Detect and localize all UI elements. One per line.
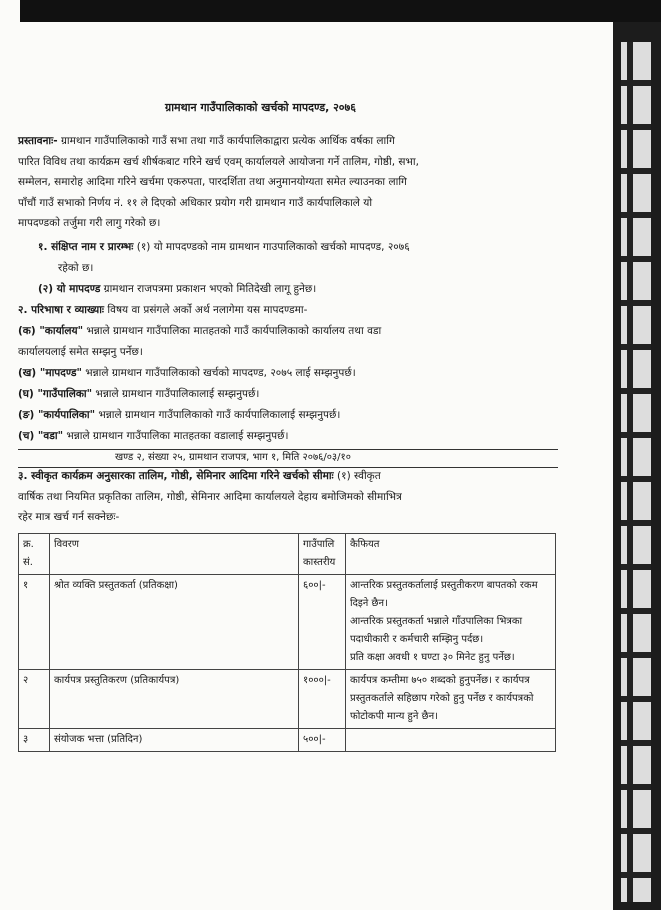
col-header-remarks: कैफियत: [346, 534, 556, 575]
preamble-line: पाँचौं गाउँ सभाको निर्णय नं. ११ ले दिएको अधिकार प्रयोग गरी ग्रामथान गाउँ कार्यपालिकाले यो: [18, 196, 373, 209]
cell-remarks: [346, 729, 556, 752]
scan-border-top: [20, 0, 661, 22]
preamble-line: ग्रामथान गाउँपालिकाको गाउँ सभा तथा गाउँ कार्यपालिकाद्वारा प्रत्येक आर्थिक वर्षका लागि: [57, 135, 395, 147]
section1-sub2-text: ग्रामथान राजपत्रमा प्रकाशन भएको मितिदेखी लागू हुनेछ।: [100, 283, 317, 295]
cell-remarks: [346, 670, 556, 729]
cell-amount: १०००|-: [299, 670, 346, 729]
cell-remarks: [346, 575, 556, 670]
definition-item: [18, 324, 381, 338]
definition-text: भन्नाले ग्रामथान गाउँपालिकाको गाउँ कार्यपालिकालाई सम्झनुपर्छ।: [95, 409, 341, 421]
section2-label: २. परिभाषा र व्याख्याः: [18, 304, 105, 316]
definition-item: [18, 387, 259, 401]
definition-text: भन्नाले ग्रामथान गाउँपालिकालाई सम्झनुपर्छ।: [92, 388, 260, 400]
document-title: ग्रामथान गाउँपालिकाको खर्चको मापदण्ड, २०७६: [165, 101, 356, 114]
remark: कार्यपत्र कम्तीमा ७५० शब्दको हुनुपर्नेछ। र कार्यपत्र प्रस्तुतकर्ताले सहिछाप गरेको हुनु पर्नेछ र कार्यपत्रको फोटोकपी मान्य हुने छैन।: [350, 675, 534, 722]
col-header-description: विवरण: [50, 534, 299, 575]
definition-label: (ङ) "कार्यपालिका": [18, 409, 96, 421]
scan-border-right: [613, 22, 661, 910]
section3-text: रहेर मात्र खर्च गर्न सक्नेछः-: [18, 511, 120, 523]
cell-description: कार्यपत्र प्रस्तुतिकरण (प्रतिकार्यपत्र): [50, 670, 299, 729]
section1-text: (१) यो मापदण्डको नाम ग्रामथान गाउपालिकाको खर्चको मापदण्ड, २०७६: [133, 241, 410, 253]
definition-item: [18, 429, 288, 443]
definition-text: भन्नाले ग्रामथान गाउँपालिका मातहतको गाउँ कार्यपालिकाको कार्यालय तथा वडा: [83, 325, 382, 337]
preamble-line: सम्मेलन, समारोह आदिमा गरिने खर्चमा एकरुपता, पारदर्शिता तथा अनुमानयोग्यता समेत ल्याउनका लागि: [18, 176, 407, 188]
section1-sub2-label: (२) यो मापदण्ड: [38, 283, 101, 295]
definition-item: [18, 366, 356, 380]
table-row: [19, 575, 556, 670]
definition-cont: कार्यालयलाई समेत सम्झनु पर्नेछ।: [18, 346, 143, 358]
preamble-label: प्रस्तावनाः-: [18, 135, 58, 147]
preamble-line: मापदण्डको तर्जुमा गरी लागु गरेको छ।: [18, 217, 161, 229]
remark: आन्तरिक प्रस्तुतकर्तालाई प्रस्तुतीकरण बापतको रकम दिइने छैन।: [350, 580, 538, 609]
remark: आन्तरिक प्रस्तुतकर्ता भन्नाले गाँउपालिका भित्रका पदाधीकारी र कर्मचारी सम्झिनु पर्दछ।: [350, 616, 523, 645]
section3-text: (१) स्वीकृत: [333, 470, 381, 482]
definition-item: [18, 408, 340, 422]
col-header-amount: गाउँपालि कास्तरीय: [299, 534, 346, 575]
section1-line1: [38, 240, 410, 254]
table-row: [19, 670, 556, 729]
cell-description: संयोजक भत्ता (प्रतिदिन): [50, 729, 299, 752]
section1-label: १. संक्षिप्त नाम र प्रारम्भः: [38, 241, 134, 253]
preamble-line: पारित विविध तथा कार्यक्रम खर्च शीर्षकबाट गरिने खर्च एवम् कार्यालयले आयोजना गर्ने तालिम, गोष्ठी, सभा,: [18, 155, 419, 168]
definition-label: (च) "वडा": [18, 430, 64, 442]
table-header-row: [19, 534, 556, 575]
cell-description: श्रोत व्यक्ति प्रस्तुतकर्ता (प्रतिकक्षा): [50, 575, 299, 670]
col-header-sn: क्र. सं.: [19, 534, 50, 575]
scan-border-pattern: [621, 42, 651, 902]
definition-text: भन्नाले ग्रामथान गाउँपालिका मातहतका वडालाई सम्झनुपर्छ।: [63, 430, 289, 442]
cell-sn: ३: [19, 729, 50, 752]
remark: प्रति कक्षा अवधी १ घण्टा ३० मिनेट हुनु पर्नेछ।: [350, 652, 515, 663]
definition-text: भन्नाले ग्रामथान गाउँपालिकाको खर्चको मापदण्ड, २०७५ लाई सम्झनुपर्छ।: [81, 367, 356, 379]
section2-heading: [18, 303, 307, 317]
section3-label: ३. स्वीकृत कार्यक्रम अनुसारका तालिम, गोष्ठी, सेमिनार आदिमा गरिने खर्चको सीमाः: [18, 470, 334, 482]
section1-sub2: [38, 282, 316, 296]
definition-label: (घ) "गाउँपालिका": [18, 388, 93, 400]
section3-text: वार्षिक तथा नियमित प्रकृतिका तालिम, गोष्ठी, सेमिनार आदिमा कार्यालयले देहाय बमोजिमको सीमाभित्र: [18, 490, 402, 503]
definition-label: (ख) "मापदण्ड": [18, 367, 82, 379]
cell-sn: २: [19, 670, 50, 729]
gazette-line: खण्ड २, संख्या २५, ग्रामथान राजपत्र, भाग १, मिति २०७६/०३/१०: [115, 452, 351, 463]
definition-label: (क) "कार्यालय": [18, 325, 84, 337]
cell-amount: ५००|-: [299, 729, 346, 752]
scan-border-bar: [627, 42, 633, 902]
section2-text: विषय वा प्रसंगले अर्को अर्थ नलागेमा यस मापदण्डमा-: [104, 304, 308, 316]
table-row: [19, 729, 556, 752]
expense-table: [18, 533, 556, 752]
section3: [18, 466, 558, 528]
preamble: [18, 131, 558, 234]
cell-amount: ६००|-: [299, 575, 346, 670]
cell-sn: १: [19, 575, 50, 670]
section1-line2: रहेको छ।: [58, 262, 94, 274]
